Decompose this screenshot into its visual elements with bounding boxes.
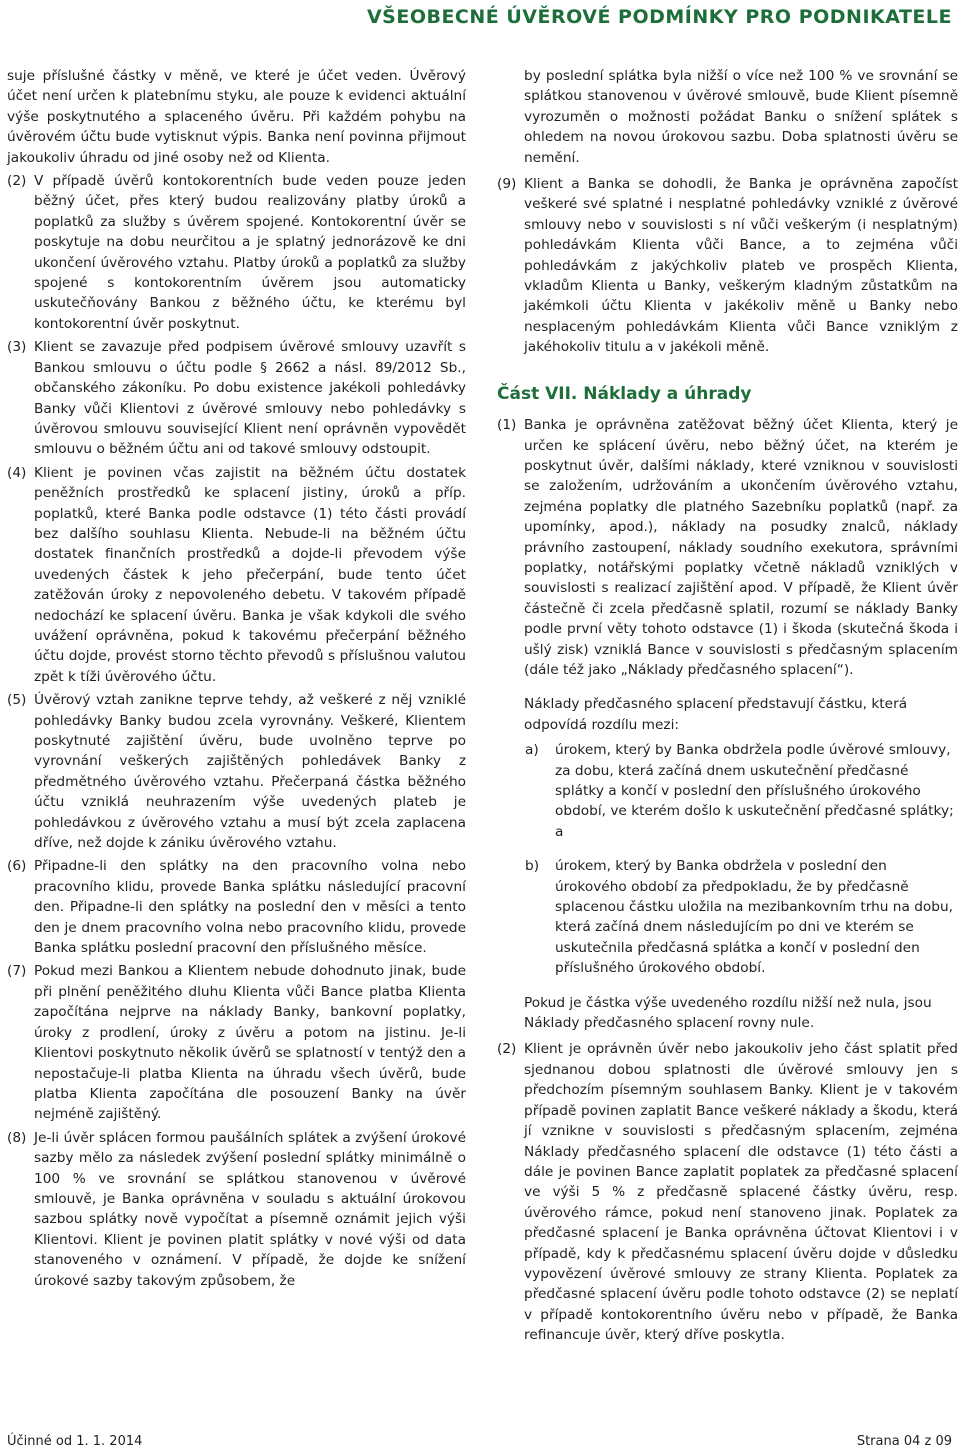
sub-item-text: úrokem, který by Banka obdržela v poslední den úrokového období za předpokladu, že by předčasně splacenou částku uložila na mezibankovním trhu na dobu, která začíná dnem následujícím po dni ve kterém se uskutečnila předčasná splátka a končí v poslední den příslušného úrokového období. [555,858,953,977]
section-heading: Část VII. Náklady a úhrady [497,383,752,404]
sub-item-letter: a) [525,742,539,759]
clause-number: (8) [7,1129,27,1146]
clause-number: (7) [7,963,27,980]
clause-number: (9) [497,176,517,193]
clause-text: Klient se zavazuje před podpisem úvěrové smlouvy uzavřít s Bankou smlouvu o účtu podle § 2662 a násl. 89/2012 Sb., občanského zákoníku. Po dobu existence jakékoli pohledávky Banky vůči Klientovi z úvěrové smlouvy nebo pohledávky s úvěrovou smlouvu související Klient není oprávněn vypovědět smlouvu o běžném účtu ani od takové smlouvy odstoupit. [34,339,466,458]
clause-9 [497,174,958,358]
clause-text: Banka je oprávněna zatěžovat běžný účet Klienta, který je určen ke splácení úvěru, nebo běžný účet, na kterém je poskytnut úvěr, dalšími náklady, které vzniknou v souvislosti se založením, udržováním a ukončením úvěrového vztahu, zejména poplatky dle platného Sazebníku poplatků (např. za upomínky, apod.), náklady na posudky znalců, náklady právního zastoupení, náklady soudního exekutora, správními poplatky, notářskými poplatky včetně nákladů vzniklých v souvislosti s realizací zajištění apod. V případě, že Klient úvěr částečně či zcela předčasně splatil, rozumí se náklady Banky podle první věty tohoto odstavce (1) i škoda (skutečná škoda i ušlý zisk) vzniklá Bance v souvislosti s předčasným splacením (dále též jako „Náklady předčasného splacení“). [524,417,958,678]
clause-number: (1) [497,417,517,434]
left-column [7,66,466,1291]
clause-number: (6) [7,858,27,875]
sub-item-letter: b) [525,858,540,875]
clause-5 [7,690,466,853]
clause-text: Klient je oprávněn úvěr nebo jakoukoliv jeho část splatit před sjednanou dobou splatnosti dle úvěrové smlouvy jen s předchozím písemným souhlasem Banky. Klient je v takovém případě povinen zaplatit Bance veškeré náklady a škodu, která jí vznikne v souvislosti s předčasným splacením, zejména Náklady předčasného splacení dle odstavce (1) této části a dále je povinen Bance zaplatit poplatek za předčasné splacení ve výši 5 % z předčasně splacené částky úvěru, resp. úvěrového rámce, pokud není stanoveno jinak. Poplatek za předčasné splacení je Banka oprávněna účtovat Klientovi i v případě, kdy k předčasnému splacení úvěru dojde v důsledku vypovězení úvěrové smlouvy ze strany Klienta. Poplatek za předčasné splacení úvěru podle tohoto odstavce (2) se neplatí v případě kontokorentního úvěru nebo v případě, že Banka refinancuje úvěr, který dříve poskytla. [524,1041,958,1344]
section-clause-1 [497,415,958,680]
clause-text: Je-li úvěr splácen formou paušálních splátek a zvýšení úrokové sazby mělo za následek zvýšení poslední splátky minimálně o 100 % ve srovnání se splátkou stanovenou v úvěrové smlouvě, je Banka oprávněna v souladu s aktuální úrokovou sazbou splátky nově vypočítat a písemně oznámit jejich výši Klientovi. Klient je povinen platit splátky v nové výši od data stanoveného v oznámení. V případě, že dojde ke snížení úrokové sazby takovým způsobem, že [34,1129,466,1289]
clause-number: (4) [7,464,27,481]
clause-6 [7,856,466,958]
clause-text: V případě úvěrů kontokorentních bude veden pouze jeden běžný účet, přes který budou realizovány platby úroků a poplatků za služby s úvěrem spojené. Kontokorentní úvěr se poskytuje na dobu neurčitou a je splatný jednorázově ke dni ukončení úvěrového vztahu. Platby úroků a poplatků za služby spojené s kontokorentním úvěrem jsou automaticky uskutečňovány Bankou z běžného účtu, ke kterému byl kontokorentní úvěr poskytnut. [34,173,466,332]
clause-number: (3) [7,339,27,356]
clause-7 [7,961,466,1124]
clause-number: (2) [497,1041,517,1058]
right-column [497,66,958,1346]
sub-item-b [497,856,958,978]
clause-text: Klient a Banka se dohodli, že Banka je oprávněna započíst veškeré své splatné i nesplatné pohledávky vzniklé z úvěrové smlouvy nebo v souvislosti s ní vůči veškerým (i nesplatným) pohledávkám Klienta vůči Bance, a to zejména vůči pohledávkám z jakýchkoliv plateb ve prospěch Klienta, vkladům Klienta u Banky, veškerým kladným zůstatkům na jakémkoli účtu Klienta v jakékoliv měně u Banky nebo nesplaceným pohledávkám Klienta vůči Bance vzniklým z jakéhokoliv titulu a v jakékoli měně. [524,176,958,356]
clause-number: (2) [7,173,27,190]
sub-item-text: úrokem, který by Banka obdržela podle úvěrové smlouvy, za dobu, která začíná dnem uskutečnění předčasné splátky a končí v poslední den příslušného úrokového období, ve kterém došlo k uskutečnění předčasné splátky; a [555,742,954,840]
section-clause-2 [497,1039,958,1345]
clause-text: Připadne-li den splátky na den pracovního volna nebo pracovního klidu, provede Banka splátku následující pracovní den. Připadne-li den splátky na poslední den v měsíci a tento den je dnem pracovního volna nebo pracovního klidu, provede Banka splátku poslední pracovní den příslušného měsíce. [34,858,466,957]
clause-number: (5) [7,692,27,709]
early-repayment-cost-intro: Náklady předčasného splacení představují částku, která odpovídá rozdílu mezi: [524,696,908,733]
left-intro-paragraph: suje příslušné částky v měně, ve které je účet veden. Úvěrový účet není určen k platebnímu styku, ale pouze k evidenci aktuální výše poskytnutého a splaceného úvěru. Při každém pohybu na úvěrovém účtu bude vytisknut výpis. Banka není povinna přijmout jakoukoliv úhradu od jiné osoby než od Klienta. [7,68,466,166]
footer-effective-date: Účinné od 1. 1. 2014 [7,1434,143,1449]
clause-text: Klient je povinen včas zajistit na běžném účtu dostatek peněžních prostředků ke splacení jistiny, úroků a příp. poplatků, které Banka podle odstavce (1) této části provádí bez dalšího souhlasu Klienta. Nebude-li na běžném účtu dostatek finančních prostředků a dojde-li převodem výše uvedených částek k jeho přečerpání, bude tento účet zatěžován úroky z nepovoleného debetu. V takovém případě nedochází ke splacení úvěru. Banka je však kdykoli dle svého uvážení oprávněna, pokud k takovému přečerpání běžného účtu dojde, provést storno těchto převodů s příslušnou valutou zpět k tíži úvěrového účtu. [34,464,466,685]
document-header-title: VŠEOBECNÉ ÚVĚROVÉ PODMÍNKY PRO PODNIKATELE [366,6,952,28]
clause-2 [7,171,466,334]
clause-text: Úvěrový vztah zanikne teprve tehdy, až veškeré z něj vzniklé pohledávky Banky budou zcela vyrovnány. Veškeré, Klientem poskytnuté zajištění úvěru, bude uvolněno teprve po vyrovnání veškerých zajištěných pohledávek Banky z předmětného úvěrového vztahu. Přečerpaná částka běžného účtu vzniklá neuhrazením výše uvedených plateb je pohledávkou z úvěrového vztahu a musí být zcela zaplacena dříve, než dojde k zániku úvěrového vztahu. [34,692,466,852]
clause-8-continuation: by poslední splátka byla nižší o více než 100 % ve srovnání se splátkou stanovenou v úvěrové smlouvě, bude Klient písemně vyrozuměn o možnosti požádat Banku o snížení splátek s ohledem na novou úrokovou sazbu. Doba splatnosti úvěru se nemění. [524,68,958,166]
zero-cost-note: Pokud je částka výše uvedeného rozdílu nižší než nula, jsou Náklady předčasného splacení rovny nule. [524,994,932,1032]
clause-text: Pokud mezi Bankou a Klientem nebude dohodnuto jinak, bude při plnění peněžitého dluhu Klienta vůči Bance platba Klienta započítána nejprve na náklady Banky, bankovní poplatky, úroky z prodlení, úroky z úvěru a potom na jistinu. Je-li Klientovi poskytnuto několik úvěrů se splatností v tentýž den a nepostačuje-li platba Klienta na úhradu všech úvěrů, bude platba Klienta započítána dle posouzení Banky na úvěr nejméně zajištěný. [34,963,466,1123]
sub-item-a [497,740,958,842]
footer-page-number: Strana 04 z 09 [856,1434,952,1449]
clause-8 [7,1128,466,1291]
clause-4 [7,463,466,687]
clause-3 [7,337,466,459]
